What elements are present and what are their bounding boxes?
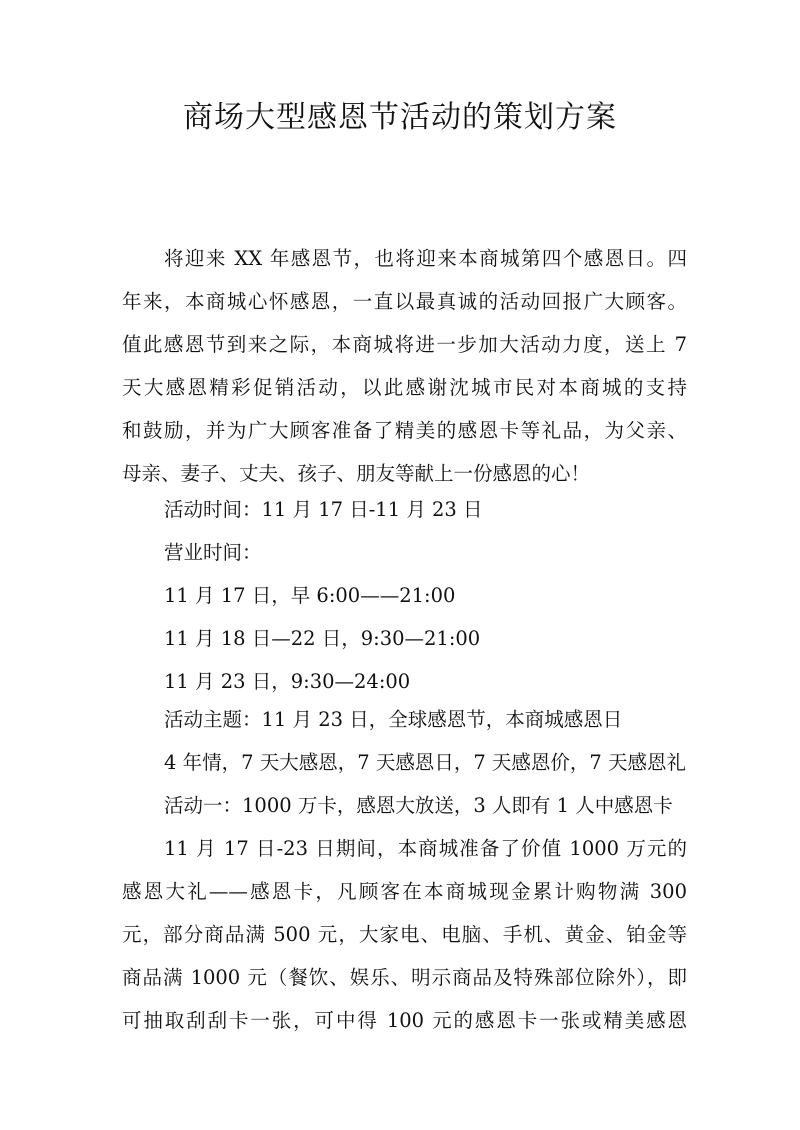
paragraph-line: 和鼓励，并为广大顾客准备了精美的感恩卡等礼品，为父亲、 — [122, 419, 687, 442]
paragraph-line: 母亲、妻子、丈夫、孩子、朋友等献上一份感恩的心！ — [122, 462, 591, 485]
paragraph-line: 商品满 1000 元（餐饮、娱乐、明示商品及特殊部位除外），即 — [122, 966, 687, 989]
activity-theme-line: 活动主题：11 月 23 日，全球感恩节，本商城感恩日 — [164, 708, 623, 731]
activity-one-heading: 活动一：1000 万卡，感恩大放送，3 人即有 1 人中感恩卡 — [164, 794, 673, 817]
business-hours-line: 11 月 17 日，早 6:00——21:00 — [164, 584, 456, 607]
paragraph-line: 值此感恩节到来之际，本商城将进一步加大活动力度，送上 7 — [122, 333, 687, 356]
paragraph-line: 将迎来 XX 年感恩节，也将迎来本商城第四个感恩日。四 — [164, 247, 687, 270]
paragraph-line: 感恩大礼——感恩卡，凡顾客在本商城现金累计购物满 300 — [122, 880, 687, 903]
business-hours-line: 11 月 18 日—22 日，9:30—21:00 — [164, 627, 481, 650]
paragraph-line: 11 月 17 日-23 日期间，本商城准备了价值 1000 万元的 — [164, 837, 687, 860]
document-title: 商场大型感恩节活动的策划方案 — [183, 100, 617, 135]
activity-time-line: 活动时间：11 月 17 日-11 月 23 日 — [164, 498, 483, 521]
paragraph-line: 元，部分商品满 500 元，大家电、电脑、手机、黄金、铂金等 — [122, 923, 687, 946]
paragraph-line: 年来，本商城心怀感恩，一直以最真诚的活动回报广大顾客。 — [122, 290, 687, 313]
business-hours-heading: 营业时间： — [164, 541, 262, 564]
paragraph-line: 天大感恩精彩促销活动，以此感谢沈城市民对本商城的支持 — [122, 376, 687, 399]
business-hours-line: 11 月 23 日，9:30—24:00 — [164, 670, 411, 693]
paragraph-line: 可抽取刮刮卡一张，可中得 100 元的感恩卡一张或精美感恩 — [122, 1009, 687, 1032]
activity-theme-line: 4 年情，7 天大感恩，7 天感恩日，7 天感恩价，7 天感恩礼 — [164, 751, 687, 774]
